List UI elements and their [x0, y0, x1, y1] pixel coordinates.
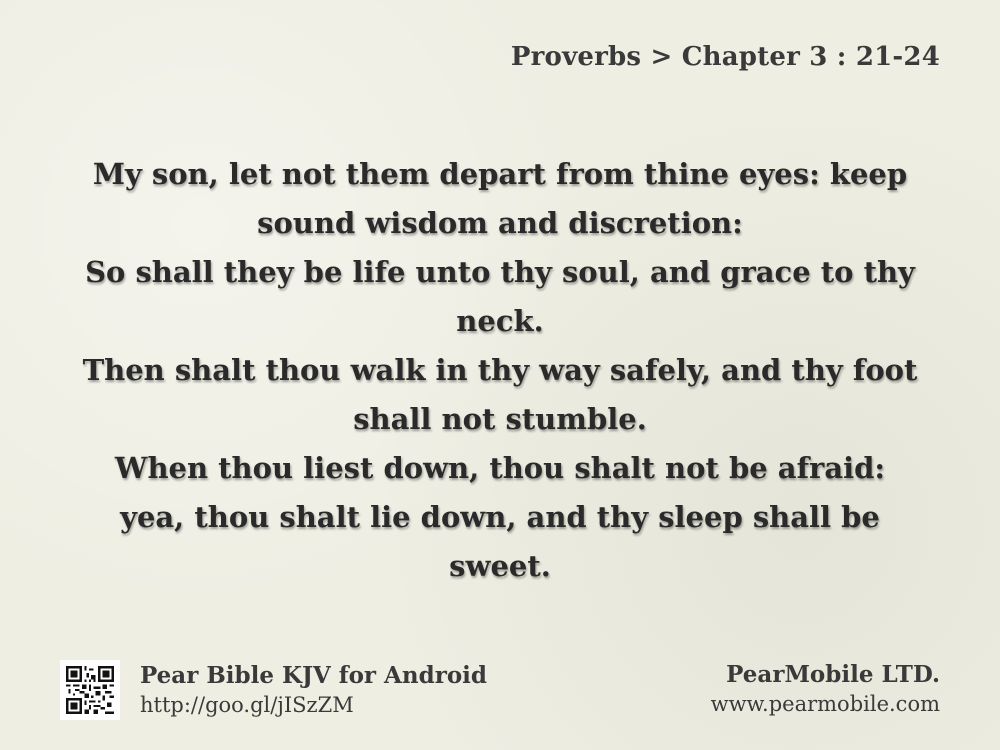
verse-passage	[80, 150, 920, 591]
verse-21: My son, let not them depart from thine eyes: keep sound wisdom and discretion:	[92, 157, 908, 240]
app-download-link[interactable]: http://goo.gl/jISzZM	[140, 693, 354, 717]
company-name: PearMobile LTD.	[726, 661, 940, 688]
app-promo	[60, 660, 487, 720]
chapter-reference: Proverbs > Chapter 3 : 21-24	[510, 42, 940, 72]
app-name: Pear Bible KJV for Android	[140, 662, 487, 689]
verse-24: When thou liest down, thou shalt not be afraid: yea, thou shalt lie down, and thy sleep shall be sweet.	[114, 451, 886, 583]
qr-code-icon	[60, 660, 120, 720]
publisher-info	[711, 660, 940, 718]
verse-22: So shall they be life unto thy soul, and grace to thy neck.	[85, 255, 915, 338]
company-website-link[interactable]: www.pearmobile.com	[710, 692, 940, 716]
verse-23: Then shalt thou walk in thy way safely, and thy foot shall not stumble.	[82, 353, 918, 436]
